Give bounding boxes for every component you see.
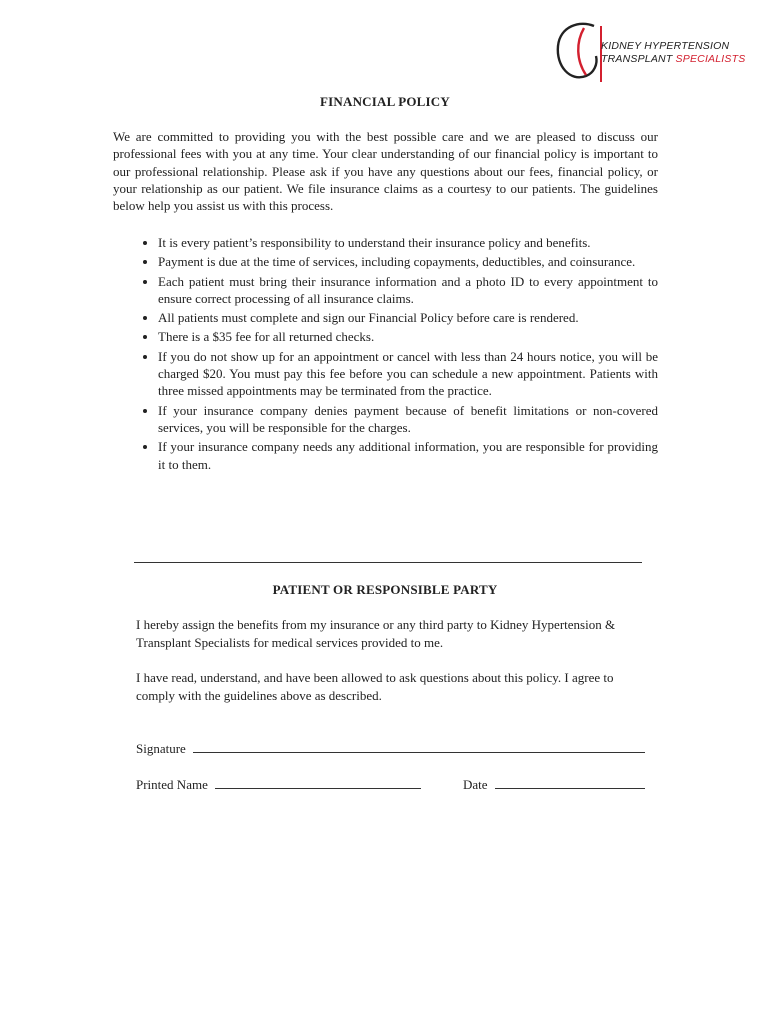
signature-field[interactable] xyxy=(193,741,645,753)
logo-text-line2: TRANSPLANT SPECIALISTS xyxy=(601,53,746,65)
list-item: • Each patient must bring their insurance information and a photo ID to every appointment to ensure correct processing of all insurance claims. xyxy=(158,273,658,308)
date-row xyxy=(463,777,645,793)
list-item: • If you do not show up for an appointment or cancel with less than 24 hours notice, you will be charged $20. You must pay this fee before you can schedule a new appointment. Patients with three missed appointments may be terminated from the practice. xyxy=(158,348,658,400)
company-logo xyxy=(554,20,759,90)
intro-paragraph: We are committed to providing you with the best possible care and we are pleased to discuss our professional fees with you at any time. Your clear understanding of our financial policy is important to our professional relationship. Please ask if you have any questions about our fees, financial policy, or your relationship as our patient. We file insurance claims as a courtesy to our patients. The guidelines below help you assist us with this process. xyxy=(113,129,658,214)
list-item: • All patients must complete and sign our Financial Policy before care is rendered. xyxy=(158,309,658,326)
list-item: • It is every patient’s responsibility to understand their insurance policy and benefits. xyxy=(158,234,658,251)
signature-label: Signature xyxy=(136,741,186,756)
list-item: • Payment is due at the time of services, including copayments, deductibles, and coinsurance. xyxy=(158,253,658,270)
printed-name-row xyxy=(136,777,421,793)
printed-name-field[interactable] xyxy=(215,777,421,789)
page-title: FINANCIAL POLICY xyxy=(320,94,450,109)
section-title: PATIENT OR RESPONSIBLE PARTY xyxy=(272,582,498,597)
date-label: Date xyxy=(463,777,488,792)
printed-name-label: Printed Name xyxy=(136,777,208,792)
list-item: • If your insurance company denies payment because of benefit limitations or non-covered services, you will be responsible for the charges. xyxy=(158,402,658,437)
logo-text-line1: KIDNEY HYPERTENSION xyxy=(601,40,730,52)
date-field[interactable] xyxy=(495,777,645,789)
list-item: • If your insurance company needs any additional information, you are responsible for providing it to them. xyxy=(158,438,658,473)
assignment-paragraph: I hereby assign the benefits from my insurance or any third party to Kidney Hypertension & Transplant Specialists for medical services provided to me. xyxy=(136,617,616,650)
policy-guidelines-list xyxy=(113,234,658,475)
agreement-paragraph: I have read, understand, and have been allowed to ask questions about this policy. I agree to comply with the guidelines above as described. xyxy=(136,670,614,703)
signature-row xyxy=(136,741,645,757)
section-divider xyxy=(134,562,642,563)
list-item: • There is a $35 fee for all returned checks. xyxy=(158,328,658,345)
